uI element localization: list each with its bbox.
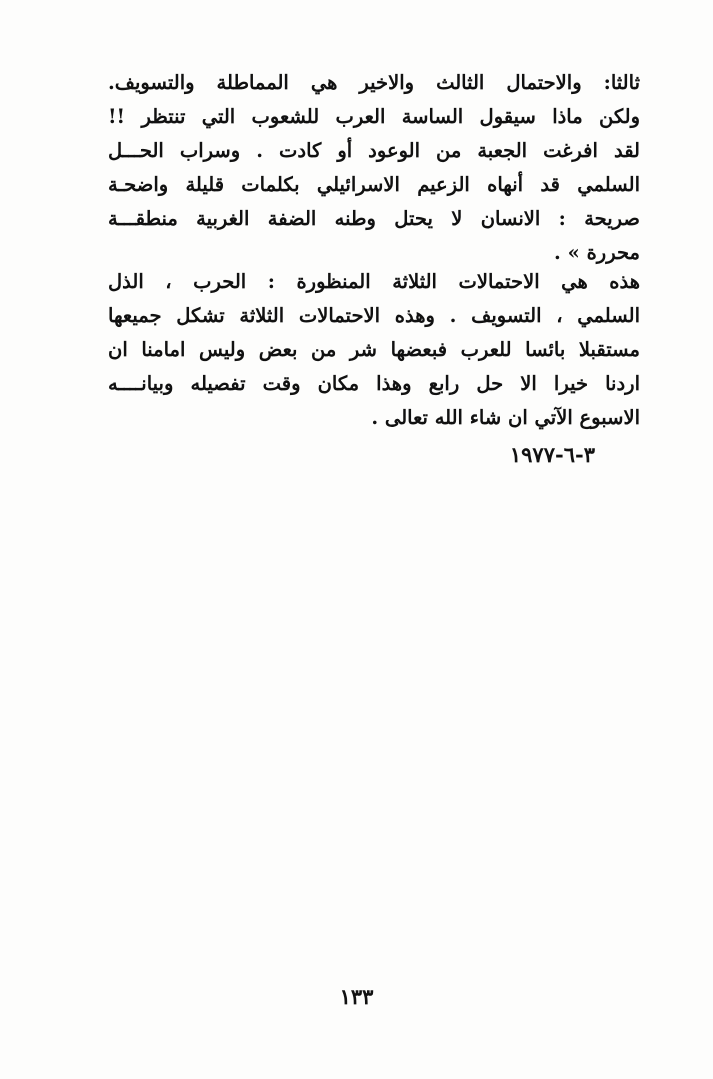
text-line: ولكن ماذا سيقول الساسة العرب للشعوب التي تنتظر !! [108, 105, 640, 128]
text-line: لقد افرغت الجعبة من الوعود أو كادت . وسراب الحـــل [108, 139, 640, 162]
text-line: اردنا خيرا الا حل رابع وهذا مكان وقت تفصيله وبيانــــه [108, 372, 640, 395]
text-line: محررة » . [554, 241, 640, 264]
text-line: هذه هي الاحتمالات الثلاثة المنظورة : الحرب ، الذل [108, 270, 640, 293]
text-line: صريحة : الانسان لا يحتل وطنه الضفة الغربية منطقـــة [108, 207, 640, 230]
article-date: ٣-٦-١٩٧٧ [509, 442, 595, 467]
text-line: السلمي ، التسويف . وهذه الاحتمالات الثلاثة تشكل جميعها [108, 304, 640, 327]
page-number: ١٣٣ [339, 984, 374, 1009]
text-line: السلمي قد أنهاه الزعيم الاسرائيلي بكلمات قليلة واضحـة [108, 173, 640, 196]
text-line: الاسبوع الآتي ان شاء الله تعالى . [371, 406, 640, 429]
text-line: مستقبلا بائسا للعرب فبعضها شر من بعض وليس امامنا ان [108, 338, 640, 361]
text-line: ثالثا: والاحتمال الثالث والاخير هي المماطلة والتسويف. [108, 71, 640, 94]
paragraph-1 [108, 66, 640, 270]
paragraph-2 [108, 265, 640, 435]
